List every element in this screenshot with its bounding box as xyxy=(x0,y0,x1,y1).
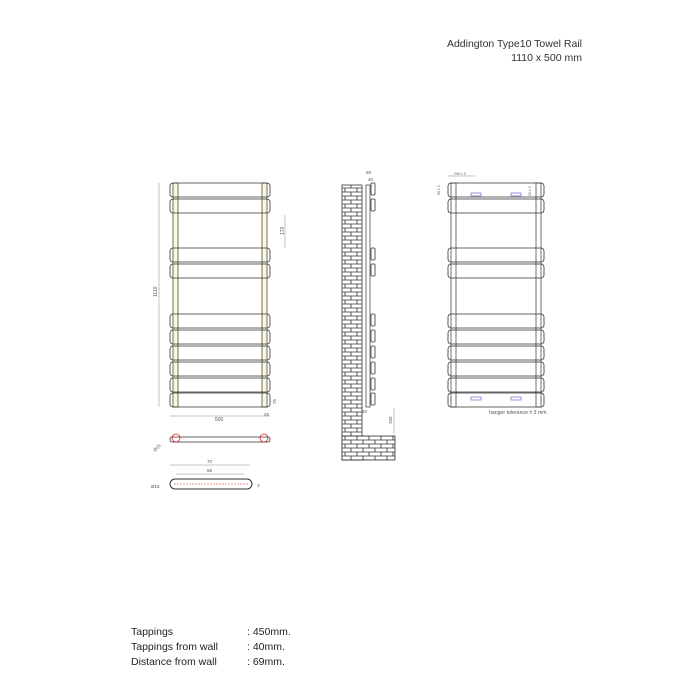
outer-dimension: 70 xyxy=(207,459,213,464)
rail-bar xyxy=(170,393,270,407)
bottom-dimension: 75 xyxy=(272,398,277,404)
rail-bar xyxy=(371,183,375,195)
height-dimension: 1110 xyxy=(153,286,159,297)
tap-dimension: 40 xyxy=(362,409,368,414)
rail-bar xyxy=(448,330,544,344)
hanger-spacing-dimension: 200 ± 3 xyxy=(454,172,466,176)
side-view xyxy=(342,170,395,460)
rail-bar xyxy=(371,362,375,374)
specifications xyxy=(131,625,291,670)
left-tube xyxy=(173,183,178,407)
spec-value: : 40mm. xyxy=(247,641,285,653)
product-size: 1110 x 500 mm xyxy=(511,52,582,64)
depth-dimension: 69 xyxy=(366,170,372,175)
back-view xyxy=(437,172,547,416)
spec-key: Distance from wall xyxy=(131,656,217,668)
rail-bar xyxy=(170,248,270,262)
rail-bar xyxy=(170,362,270,376)
rail-bar xyxy=(170,264,270,278)
bar-section-view xyxy=(151,459,260,489)
hangers xyxy=(471,193,521,400)
wall xyxy=(342,185,362,460)
thickness-dimension: 3 xyxy=(257,483,260,488)
rail-bar xyxy=(448,248,544,262)
rail-bar xyxy=(170,330,270,344)
tube-dimension: 25 xyxy=(264,412,270,417)
rail-bar xyxy=(170,199,270,213)
spec-row xyxy=(131,655,291,670)
section-dia-dimension: Ø15 xyxy=(151,484,160,489)
spec-value: : 450mm. xyxy=(247,626,291,638)
rail-bar xyxy=(371,264,375,276)
hanger-dimension: 20 ± 3 xyxy=(528,186,532,196)
front-view xyxy=(153,183,286,423)
spec-key: Tappings from wall xyxy=(131,641,218,653)
spec-row xyxy=(131,625,291,640)
spec-key: Tappings xyxy=(131,626,174,638)
product-name: Addington Type10 Towel Rail xyxy=(446,38,582,50)
rail-bar xyxy=(170,378,270,392)
right-tube xyxy=(262,183,267,407)
rail-bar xyxy=(448,314,544,328)
tolerance-note: hanger tolerance ± 3 mm xyxy=(489,410,547,416)
top-dimension: 65 ± 3 xyxy=(437,185,441,195)
floor xyxy=(342,436,395,460)
rail-bar xyxy=(371,248,375,260)
rail-bar xyxy=(448,362,544,376)
rail-bar xyxy=(371,330,375,342)
floor-dimension: 150 xyxy=(388,416,393,424)
rail-bar xyxy=(371,378,375,390)
inner-dimension: 58 xyxy=(207,468,213,473)
rail-bar xyxy=(371,199,375,211)
rail-bar xyxy=(170,346,270,360)
rail-bar xyxy=(170,314,270,328)
spec-row xyxy=(131,640,291,655)
spec-value: : 69mm. xyxy=(247,656,285,668)
gap-dimension: 170 xyxy=(280,226,286,235)
inner-depth-dimension: 40 xyxy=(368,177,374,182)
plan-view xyxy=(152,434,270,453)
rail-bar xyxy=(371,346,375,358)
rail-bar xyxy=(448,264,544,278)
rail-bar xyxy=(448,199,544,213)
rail-bar xyxy=(448,346,544,360)
rail-bar xyxy=(371,314,375,326)
pipe-dimension: Ø15 xyxy=(152,443,162,453)
rail-bar xyxy=(170,183,270,197)
rail-bar xyxy=(448,378,544,392)
width-dimension: 500 xyxy=(215,417,224,423)
rail-bar xyxy=(448,393,544,407)
rail-bar xyxy=(371,393,375,405)
